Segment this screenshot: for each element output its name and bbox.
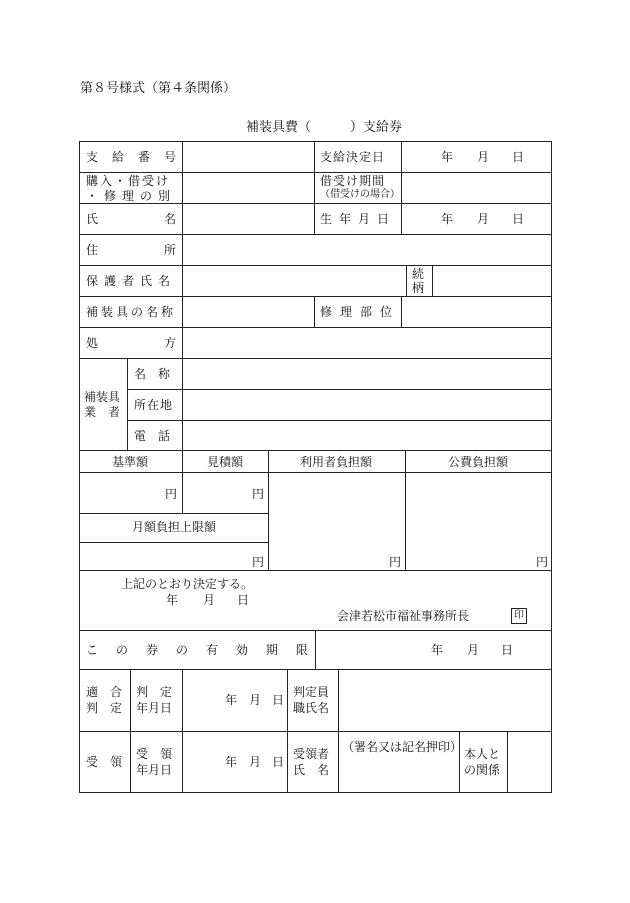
prescription-label: 処 方 — [86, 336, 176, 350]
judgment-date-label-line1: 判 定 — [136, 685, 173, 699]
public-burden-header: 公費負担額 — [448, 455, 509, 469]
receipt-date-label-line1: 受 領 — [136, 747, 173, 761]
relation-label-line1: 続 — [412, 267, 425, 281]
date-month: 月 — [477, 212, 490, 226]
date-year: 年 — [166, 593, 179, 607]
support-number-label: 支 給 番 号 — [86, 150, 176, 164]
suitability-label-line2: 判 定 — [86, 701, 123, 715]
monthly-cap-label: 月額負担上限額 — [132, 520, 217, 534]
purchase-type-label-line2: ・修理の別 — [86, 189, 177, 203]
relation-to-person-label-line2: の関係 — [464, 763, 501, 777]
date-year: 年 — [441, 150, 454, 164]
date-day: 日 — [512, 150, 525, 164]
rental-period-note: （借受けの場合） — [320, 189, 400, 200]
yen-unit: 円 — [252, 555, 265, 569]
date-month: 月 — [249, 693, 262, 707]
repair-part-label: 修理部位 — [320, 305, 401, 319]
relation-label-line2: 柄 — [412, 281, 425, 295]
standard-amount-header: 基準額 — [112, 455, 149, 469]
address-label: 住 所 — [86, 243, 176, 257]
yen-unit: 円 — [252, 487, 265, 501]
rental-period-label: 借受け期間 — [320, 174, 386, 188]
validity-label: こ の 券 の 有 効 期 限 — [86, 643, 308, 657]
user-burden-header: 利用者負担額 — [300, 455, 373, 469]
date-year: 年 — [441, 212, 454, 226]
date-month: 月 — [477, 150, 490, 164]
vendor-group-label-line2: 業 者 — [84, 405, 121, 419]
office-name: 会津若松市福祉事務所長 — [337, 609, 470, 623]
purchase-type-label-line1: 購入・借受け — [86, 174, 171, 188]
suitability-label-line1: 適 合 — [86, 685, 123, 699]
date-day: 日 — [272, 693, 285, 707]
receipt-date-label-line2: 年月日 — [136, 763, 173, 777]
date-month: 月 — [249, 755, 262, 769]
judge-officer-label-line1: 判定員 — [293, 685, 330, 699]
device-name-label: 補装具の名称 — [86, 305, 177, 319]
vendor-group-label-line1: 補装具 — [84, 390, 121, 404]
date-day: 日 — [512, 212, 525, 226]
judge-officer-label-line2: 職氏名 — [293, 701, 330, 715]
vendor-address-label: 所在地 — [134, 398, 174, 412]
receipt-label: 受 領 — [86, 755, 123, 769]
seal-mark: 印 — [511, 608, 527, 624]
date-day: 日 — [272, 755, 285, 769]
judgment-date-label-line2: 年月日 — [136, 701, 173, 715]
yen-unit: 円 — [389, 555, 402, 569]
receiver-label-line2: 氏 名 — [293, 763, 330, 777]
birthdate-label: 生年月日 — [320, 212, 397, 226]
name-label: 氏 名 — [86, 212, 176, 226]
date-year: 年 — [225, 693, 238, 707]
estimate-amount-header: 見積額 — [207, 455, 244, 469]
receiver-label-line1: 受領者 — [293, 747, 330, 761]
date-month: 月 — [467, 643, 480, 657]
yen-unit: 円 — [165, 487, 178, 501]
guardian-name-label: 保護者氏名 — [86, 274, 177, 288]
vendor-name-label: 名 称 — [134, 367, 171, 381]
date-month: 月 — [203, 593, 216, 607]
date-day: 日 — [501, 643, 514, 657]
date-day: 日 — [237, 593, 250, 607]
decision-date-label: 支給決定日 — [320, 150, 386, 164]
form-number: 第８号様式（第４条関係） — [80, 81, 237, 96]
date-year: 年 — [431, 643, 444, 657]
vendor-phone-label: 電 話 — [134, 429, 171, 443]
relation-to-person-label-line1: 本人と — [464, 747, 501, 761]
date-year: 年 — [225, 755, 238, 769]
decision-text: 上記のとおり決定する。 — [121, 577, 254, 591]
signature-note: （署名又は記名押印） — [342, 740, 463, 754]
yen-unit: 円 — [536, 555, 549, 569]
form-title: 補装具費（ ）支給券 — [246, 120, 403, 135]
